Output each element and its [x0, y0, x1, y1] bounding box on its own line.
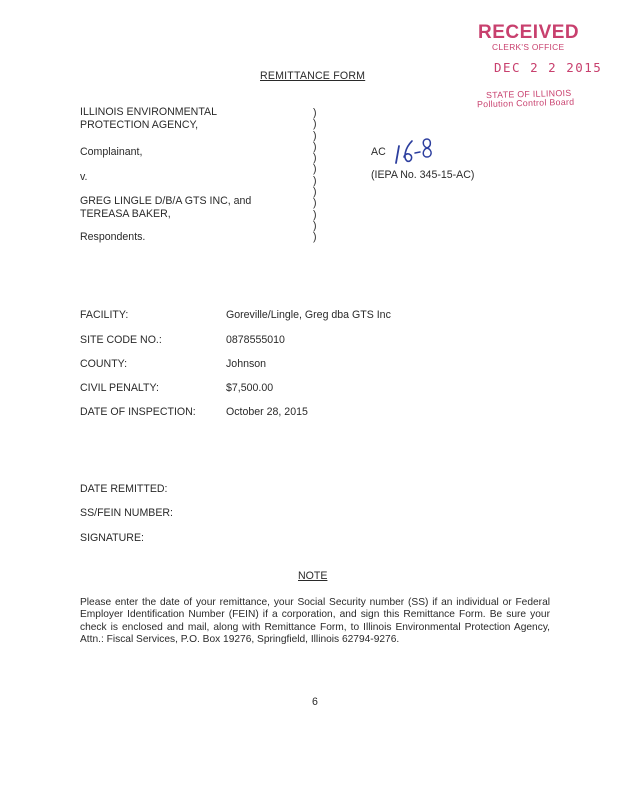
- signature-label: SIGNATURE:: [80, 532, 144, 544]
- page-number: 6: [312, 696, 318, 708]
- county-value: Johnson: [226, 358, 267, 370]
- received-stamp-title: RECEIVED: [478, 22, 580, 43]
- date-remitted-label: DATE REMITTED:: [80, 483, 168, 495]
- versus-text: v.: [80, 171, 88, 183]
- received-stamp-board: Pollution Control Board: [476, 96, 575, 110]
- site-code-value: 0878555010: [226, 334, 285, 346]
- inspection-date-value: October 28, 2015: [226, 406, 308, 418]
- caption-parentheses-divider: ) ) ) ) ) ) ) ) ) ) ) ): [313, 107, 317, 244]
- complainant-name-line1: ILLINOIS ENVIRONMENTAL: [80, 106, 217, 118]
- county-label: COUNTY:: [80, 358, 128, 370]
- form-title: REMITTANCE FORM: [260, 70, 366, 82]
- case-prefix: AC: [371, 146, 386, 158]
- respondent-name-line1: GREG LINGLE D/B/A GTS INC, and: [80, 195, 252, 207]
- civil-penalty-value: $7,500.00: [226, 382, 274, 394]
- note-body: Please enter the date of your remittance, your Social Security number (SS) if an individual or Federal Employer Identification Number (FEIN) if a corporation, and sign this Remittance Form. Be sure your check is enclosed and mail, along with Remittance Form, to Illinois Environmental Protection Agency, Attn.: Fiscal Services, P.O. Box 19276, Springfield, Illinois 62794-9276.: [80, 597, 550, 646]
- received-stamp-state: STATE OF ILLINOIS: [485, 87, 572, 101]
- received-stamp-office: CLERK'S OFFICE: [492, 42, 565, 52]
- respondent-role: Respondents.: [80, 231, 146, 243]
- facility-label: FACILITY:: [80, 309, 129, 321]
- respondent-name-line2: TEREASA BAKER,: [80, 208, 171, 220]
- civil-penalty-label: CIVIL PENALTY:: [80, 382, 159, 394]
- iepa-number: (IEPA No. 345-15-AC): [371, 169, 475, 181]
- facility-value: Goreville/Lingle, Greg dba GTS Inc: [226, 309, 391, 321]
- complainant-role: Complainant,: [80, 146, 143, 158]
- complainant-name-line2: PROTECTION AGENCY,: [80, 119, 199, 131]
- handwritten-case-number-svg: [394, 136, 438, 168]
- ss-fein-label: SS/FEIN NUMBER:: [80, 507, 174, 519]
- inspection-date-label: DATE OF INSPECTION:: [80, 406, 196, 418]
- handwritten-case-number: [394, 136, 438, 173]
- site-code-label: SITE CODE NO.:: [80, 334, 162, 346]
- note-heading: NOTE: [298, 570, 328, 582]
- received-stamp-date: DEC 2 2 2015: [494, 60, 603, 75]
